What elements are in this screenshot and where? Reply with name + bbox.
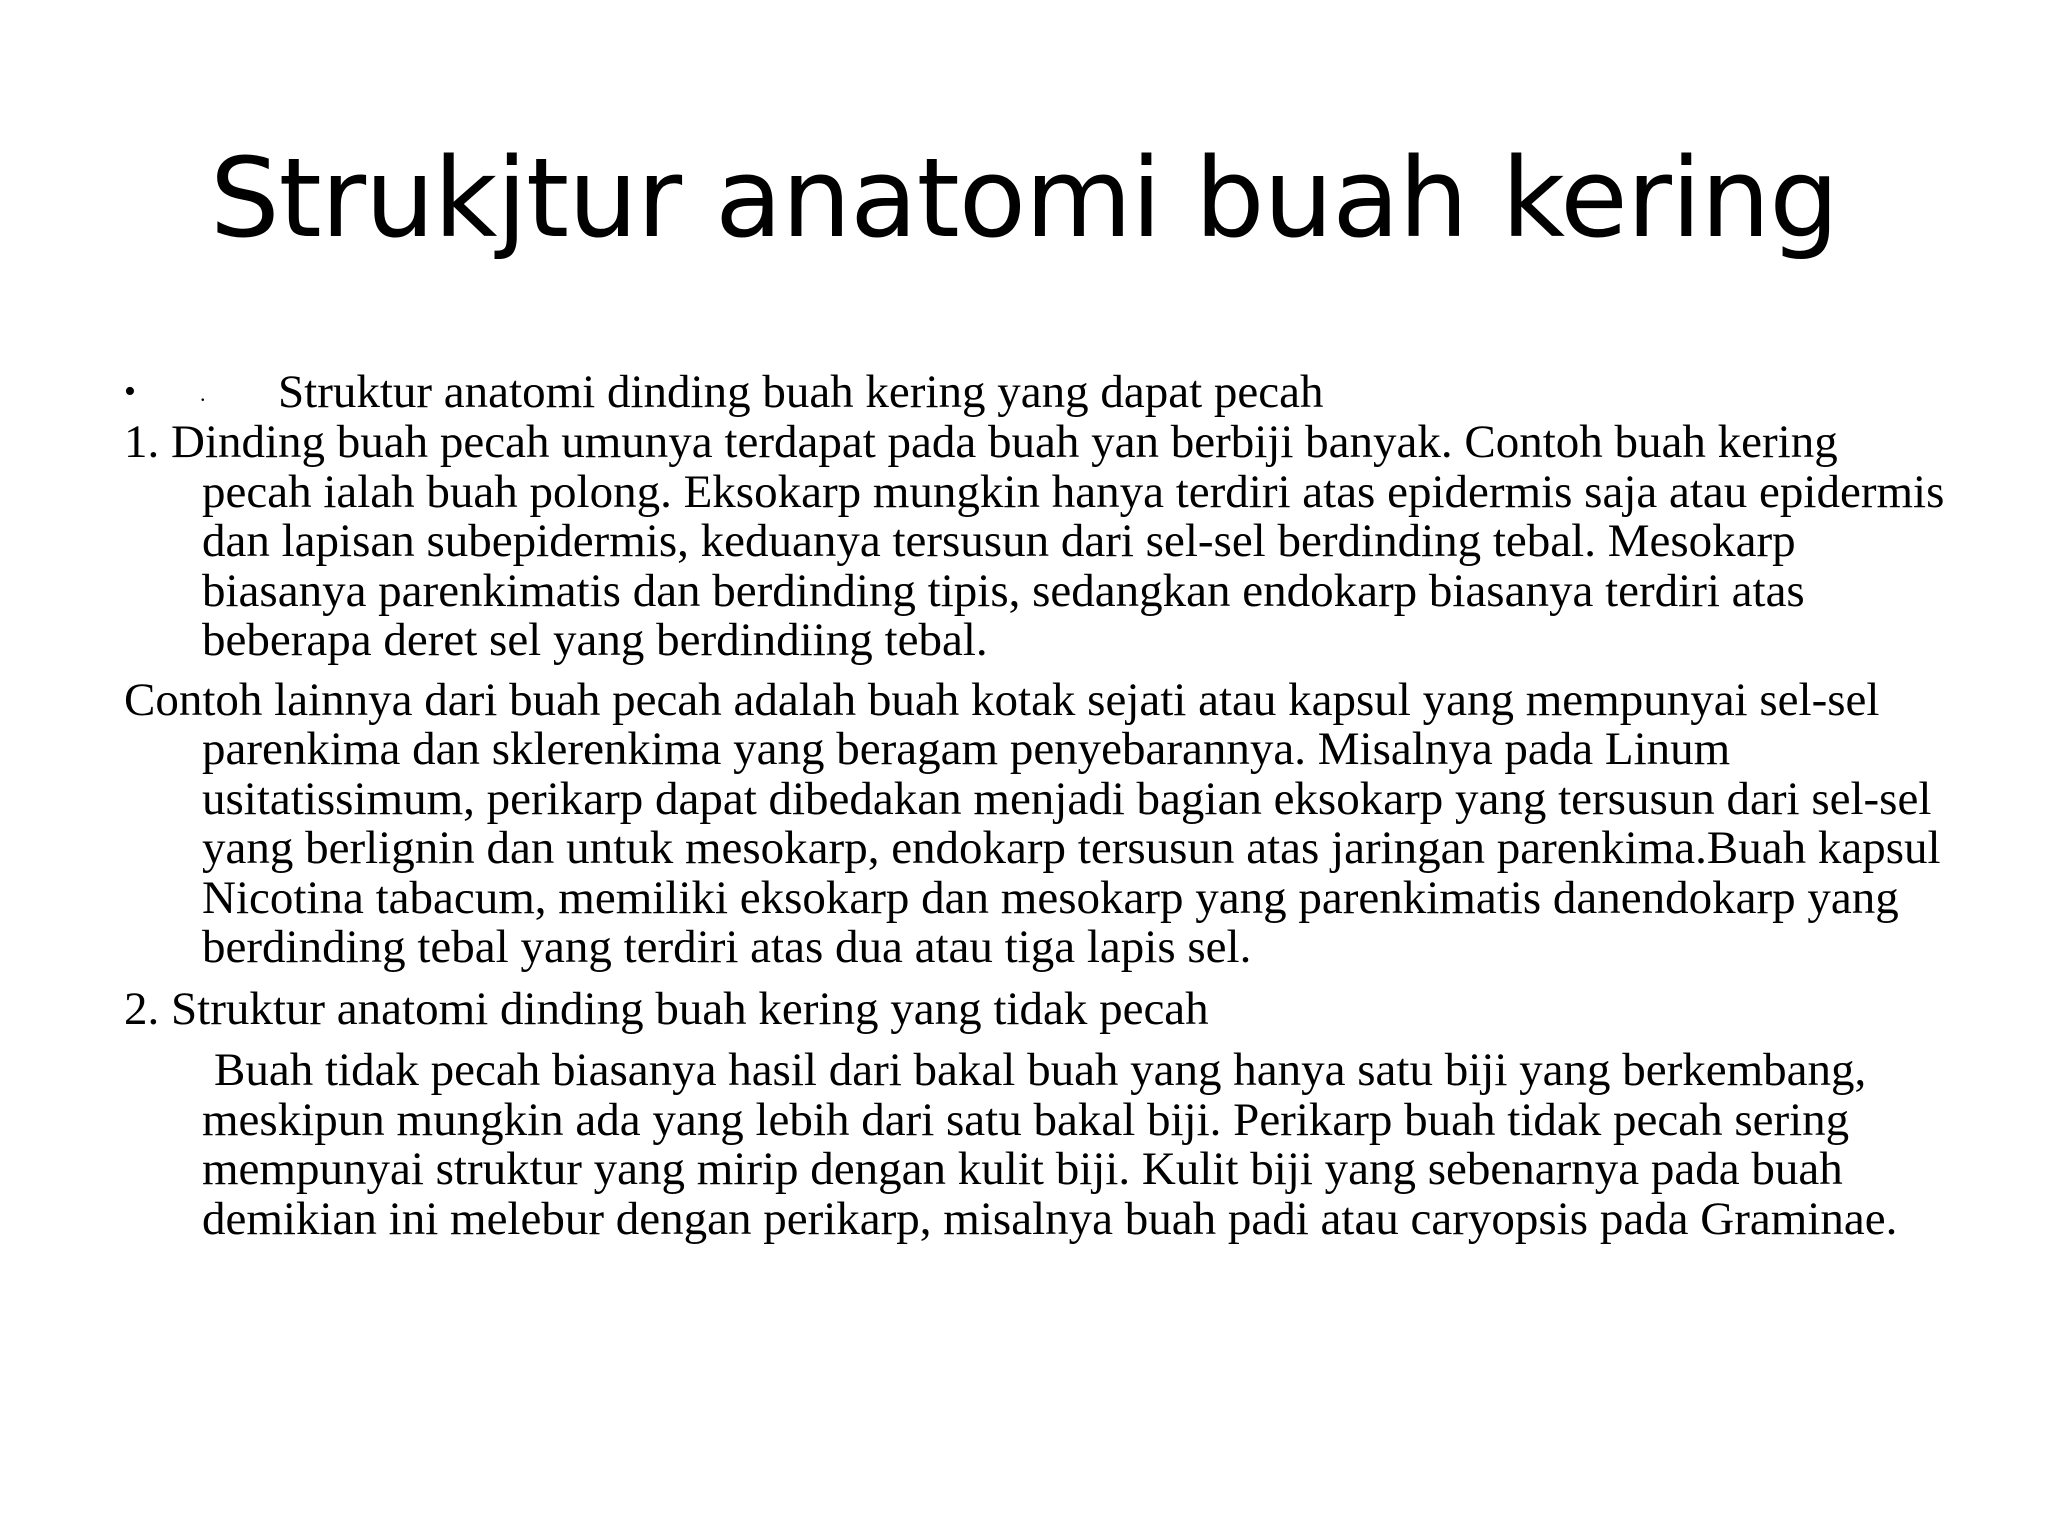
bullet-text: Struktur anatomi dinding buah kering yang dapat pecah bbox=[278, 366, 1324, 418]
subheading: 2. Struktur anatomi dinding buah kering yang tidak pecah bbox=[124, 982, 1209, 1035]
paragraph-3: Buah tidak pecah biasanya hasil dari bakal buah yang hanya satu biji yang berkembang, meskipun mungkin ada yang lebih dari satu bakal biji. Perikarp buah tidak pecah sering mempunyai struktur yang mirip dengan kulit biji. Kulit biji yang sebenarnya pada buah demikian ini melebur dengan perikarp, misalnya buah padi atau caryopsis pada Graminae. bbox=[202, 1044, 1898, 1245]
paragraph-2: Contoh lainnya dari buah pecah adalah buah kotak sejati atau kapsul yang mempunyai sel-sel parenkima dan sklerenkima yang beragam penyebarannya. Misalnya pada Linum usitatissimum, perikarp dapat dibedakan menjadi bagian eksokarp yang tersusun dari sel-sel yang berlignin dan untuk mesokarp, endokarp tersusun atas jaringan parenkima.Buah kapsul Nicotina tabacum, memiliki eksokarp dan mesokarp yang parenkimatis danendokarp yang berdinding tebal yang terdiri atas dua atau tiga lapis sel. bbox=[124, 673, 1941, 973]
slide-title: Strukjtur anatomi buah kering bbox=[209, 134, 1839, 262]
bullet-dot-icon: • bbox=[124, 373, 136, 410]
bullet-item bbox=[124, 366, 1954, 418]
slide-body bbox=[124, 366, 1954, 1244]
paragraph-1: 1. Dinding buah pecah umunya terdapat pada buah yan berbiji banyak. Contoh buah kering pecah ialah buah polong. Eksokarp mungkin hanya terdiri atas epidermis saja atau epidermis dan lapisan subepidermis, keduanya tersusun dari sel-sel berdinding tebal. Mesokarp biasanya parenkimatis dan berdinding tipis, sedangkan endokarp biasanya terdiri atas beberapa deret sel yang berdindiing tebal. bbox=[124, 416, 1945, 666]
bullet-marker: . bbox=[200, 381, 206, 406]
